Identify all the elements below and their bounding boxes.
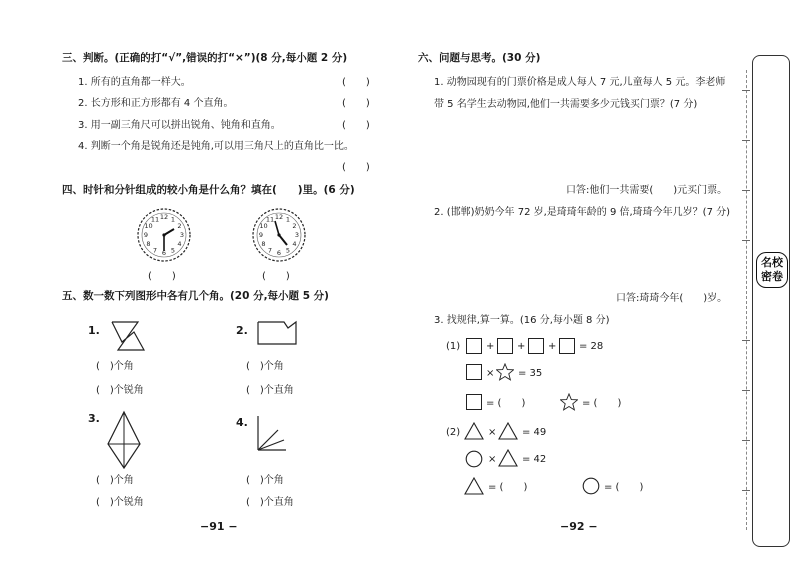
eq-42: = 42 <box>522 454 547 465</box>
shape-2-number: 2. <box>236 324 248 337</box>
section6-title: 六、问题与思考。(30 分) <box>418 52 541 64</box>
star-result[interactable]: = ( ) <box>582 398 622 409</box>
shape-4-angles[interactable]: ( )个角 <box>246 475 284 486</box>
plus-sign-2: + <box>517 341 526 352</box>
plus-sign-3: + <box>548 341 557 352</box>
judge-item-3: 3. 用一副三角尺可以拼出锐角、钝角和直角。 <box>78 120 281 131</box>
clock2-num-9: 9 <box>258 231 264 239</box>
shape-4-right[interactable]: ( )个直角 <box>246 497 294 508</box>
clock1-num-12: 12 <box>159 213 169 221</box>
times-sign-3: × <box>488 454 497 465</box>
clock2-num-3: 3 <box>294 231 300 239</box>
ruler-tick <box>742 440 750 441</box>
clock2-num-1: 1 <box>285 215 291 224</box>
plus-sign-1: + <box>486 341 495 352</box>
square-result[interactable]: = ( ) <box>486 398 526 409</box>
ruler-tick <box>742 90 750 91</box>
kite-shape-icon <box>104 410 144 470</box>
clock-1-answer[interactable]: ( ) <box>148 271 176 282</box>
bowtie-shape-icon <box>108 318 150 354</box>
circle-icon-1[interactable] <box>465 450 483 468</box>
judge-answer-2[interactable]: ( ) <box>342 98 370 109</box>
ruler-tick <box>742 240 750 241</box>
clock1-num-10: 10 <box>144 222 153 230</box>
clock2-num-7: 7 <box>267 246 273 255</box>
q1-answer[interactable]: 口答:他们一共需要( )元买门票。 <box>566 185 728 196</box>
square-box-4[interactable] <box>559 338 575 354</box>
clock1-num-6: 6 <box>161 249 167 257</box>
q2-answer[interactable]: 口答:琦琦今年( )岁。 <box>616 293 728 304</box>
clock1-num-3: 3 <box>179 231 185 239</box>
eq-49: = 49 <box>522 427 547 438</box>
page-number-right: −92 − <box>560 520 598 533</box>
clock2-num-10: 10 <box>259 222 268 230</box>
star-icon-2[interactable] <box>560 393 578 411</box>
times-sign-1: × <box>486 368 495 379</box>
shape-3-acute[interactable]: ( )个锐角 <box>96 497 144 508</box>
triangle-icon-4[interactable] <box>464 477 484 495</box>
clock1-num-1: 1 <box>170 215 176 224</box>
clock1-num-11: 11 <box>150 215 160 224</box>
section4-title: 四、时针和分针组成的较小角是什么角？填在( )里。(6 分) <box>62 184 355 196</box>
judge-answer-3[interactable]: ( ) <box>342 120 370 131</box>
clock1-num-7: 7 <box>152 246 158 255</box>
clock2-num-2: 2 <box>292 222 297 230</box>
clock2-num-4: 4 <box>292 240 297 248</box>
notched-rectangle-icon <box>254 318 300 348</box>
clock1-num-8: 8 <box>146 240 151 248</box>
q1-line2: 带 5 名学生去动物园,他们一共需要多少元钱买门票？(7 分) <box>434 99 698 110</box>
clock-1-icon <box>136 207 192 263</box>
shape-1-acute[interactable]: ( )个锐角 <box>96 385 144 396</box>
section3-title: 三、判断。(正确的打“√”,错误的打“×”)(8 分,每小题 2 分) <box>62 52 348 64</box>
clock2-num-8: 8 <box>261 240 266 248</box>
ruler-tick <box>742 340 750 341</box>
ruler-tick <box>742 390 750 391</box>
triangle-result[interactable]: = ( ) <box>488 482 528 493</box>
clock2-num-11: 11 <box>265 215 275 224</box>
clock1-num-2: 2 <box>177 222 182 230</box>
star-icon[interactable] <box>496 363 514 381</box>
ray-fan-icon <box>252 412 288 456</box>
q3-title: 3. 找规律,算一算。(16 分,每小题 8 分) <box>434 315 610 326</box>
ruler-tick <box>742 190 750 191</box>
section5-title: 五、数一数下列图形中各有几个角。(20 分,每小题 5 分) <box>62 290 329 302</box>
judge-item-4: 4. 判断一个角是锐角还是钝角,可以用三角尺上的直角比一比。 <box>78 141 354 152</box>
brand-logo: 名校密卷 <box>756 252 788 288</box>
clock1-num-4: 4 <box>177 240 182 248</box>
clock2-num-5: 5 <box>285 246 291 255</box>
shape-3-angles[interactable]: ( )个角 <box>96 475 134 486</box>
q3-part1-label: (1) <box>446 341 461 352</box>
eq-28: = 28 <box>579 341 604 352</box>
clock2-num-12: 12 <box>274 213 284 221</box>
times-sign-2: × <box>488 427 497 438</box>
clock-2-icon <box>251 207 307 263</box>
triangle-icon-2[interactable] <box>498 422 518 440</box>
clock-2-answer[interactable]: ( ) <box>262 271 290 282</box>
square-box-5[interactable] <box>466 364 482 380</box>
q3-part2-label: (2) <box>446 427 461 438</box>
square-box-6[interactable] <box>466 394 482 410</box>
square-box-3[interactable] <box>528 338 544 354</box>
judge-item-1: 1. 所有的直角都一样大。 <box>78 77 191 88</box>
triangle-icon-3[interactable] <box>498 449 518 467</box>
triangle-icon-1[interactable] <box>464 422 484 440</box>
shape-4-number: 4. <box>236 416 248 429</box>
ruler-tick <box>742 140 750 141</box>
clock1-num-5: 5 <box>170 246 176 255</box>
sidebar-panel <box>752 55 790 547</box>
circle-icon-2[interactable] <box>582 477 600 495</box>
q2-line1: 2. (邯郸)奶奶今年 72 岁,是琦琦年龄的 9 倍,琦琦今年几岁？(7 分) <box>434 207 731 218</box>
square-box-2[interactable] <box>497 338 513 354</box>
shape-1-number: 1. <box>88 324 100 337</box>
clock1-num-9: 9 <box>143 231 149 239</box>
q1-line1: 1. 动物园现有的门票价格是成人每人 7 元,儿童每人 5 元。李老师 <box>434 77 726 88</box>
judge-answer-4[interactable]: ( ) <box>342 162 370 173</box>
binding-ruler <box>746 70 747 530</box>
shape-3-number: 3. <box>88 412 100 425</box>
eq-35: = 35 <box>518 368 543 379</box>
shape-1-angles[interactable]: ( )个角 <box>96 361 134 372</box>
judge-item-2: 2. 长方形和正方形都有 4 个直角。 <box>78 98 234 109</box>
square-box-1[interactable] <box>466 338 482 354</box>
clock2-num-6: 6 <box>276 249 282 257</box>
shape-2-right[interactable]: ( )个直角 <box>246 385 294 396</box>
circle-result[interactable]: = ( ) <box>604 482 644 493</box>
shape-2-angles[interactable]: ( )个角 <box>246 361 284 372</box>
ruler-tick <box>742 490 750 491</box>
page-number-left: −91 − <box>200 520 238 533</box>
judge-answer-1[interactable]: ( ) <box>342 77 370 88</box>
